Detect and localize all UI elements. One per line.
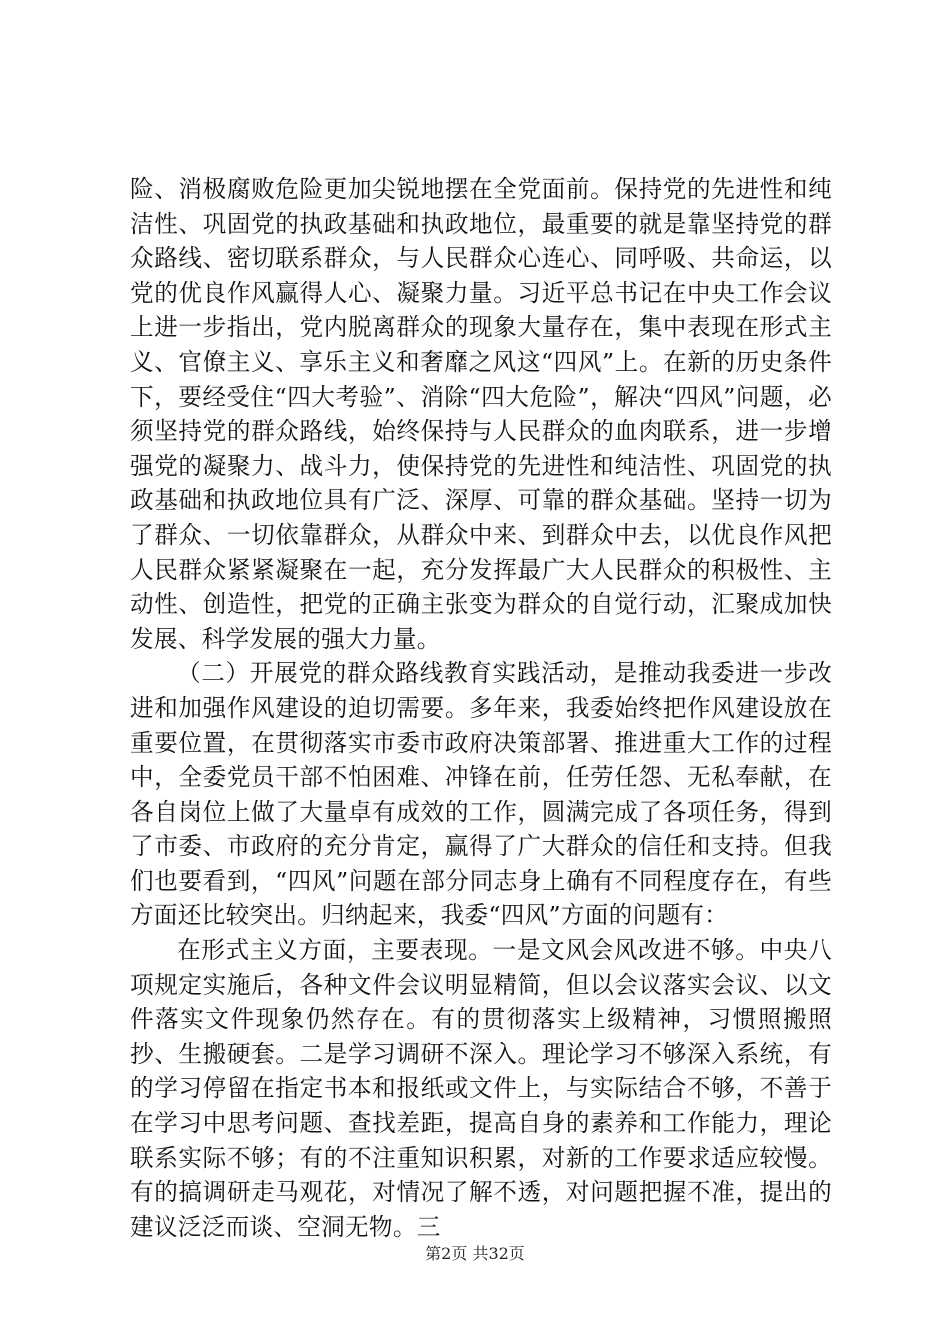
- body-paragraph: 险、消极腐败危险更加尖锐地摆在全党面前。保持党的先进性和纯洁性、巩固党的执政基础和执政地位，最重要的就是靠坚持党的群众路线、密切联系群众，与人民群众心连心、同呼吸、共命运，以党的优良作风赢得人心、凝聚力量。习近平总书记在中央工作会议上进一步指出，党内脱离群众的现象大量存在，集中表现在形式主义、官僚主义、享乐主义和奢靡之风这“四风”上。在新的历史条件下，要经受住“四大考验”、消除“四大危险”，解决“四风”问题，必须坚持党的群众路线，始终保持与人民群众的血肉联系，进一步增强党的凝聚力、战斗力，使保持党的先进性和纯洁性、巩固党的执政基础和执政地位具有广泛、深厚、可靠的群众基础。坚持一切为了群众、一切依靠群众，从群众中来、到群众中去，以优良作风把人民群众紧紧凝聚在一起，充分发挥最广大人民群众的积极性、主动性、创造性，把党的正确主张变为群众的自觉行动，汇聚成加快发展、科学发展的强大力量。: [130, 175, 832, 653]
- body-paragraph: （二）开展党的群众路线教育实践活动，是推动我委进一步改进和加强作风建设的迫切需要。多年来，我委始终把作风建设放在重要位置，在贯彻落实市委市政府决策部署、推进重大工作的过程中，全委党员干部不怕困难、冲锋在前，任劳任怨、无私奉献，在各自岗位上做了大量卓有成效的工作，圆满完成了各项任务，得到了市委、市政府的充分肯定，赢得了广大群众的信任和支持。但我们也要看到，“四风”问题在部分同志身上确有不同程度存在，有些方面还比较突出。归纳起来，我委“四风”方面的问题有：: [130, 659, 832, 930]
- document-body: [130, 172, 832, 1244]
- body-paragraph: 在形式主义方面，主要表现。一是文风会风改进不够。中央八项规定实施后，各种文件会议明显精简，但以会议落实会议、以文件落实文件现象仍然存在。有的贯彻落实上级精神，习惯照搬照抄、生搬硬套。二是学习调研不深入。理论学习不够深入系统，有的学习停留在指定书本和报纸或文件上，与实际结合不够，不善于在学习中思考问题、查找差距，提高自身的素养和工作能力，理论联系实际不够；有的不注重知识积累，对新的工作要求适应较慢。有的搞调研走马观花，对情况了解不透，对问题把握不准，提出的建议泛泛而谈、空洞无物。三: [130, 936, 832, 1241]
- page-number-footer: 第2页 共32页: [425, 1244, 525, 1263]
